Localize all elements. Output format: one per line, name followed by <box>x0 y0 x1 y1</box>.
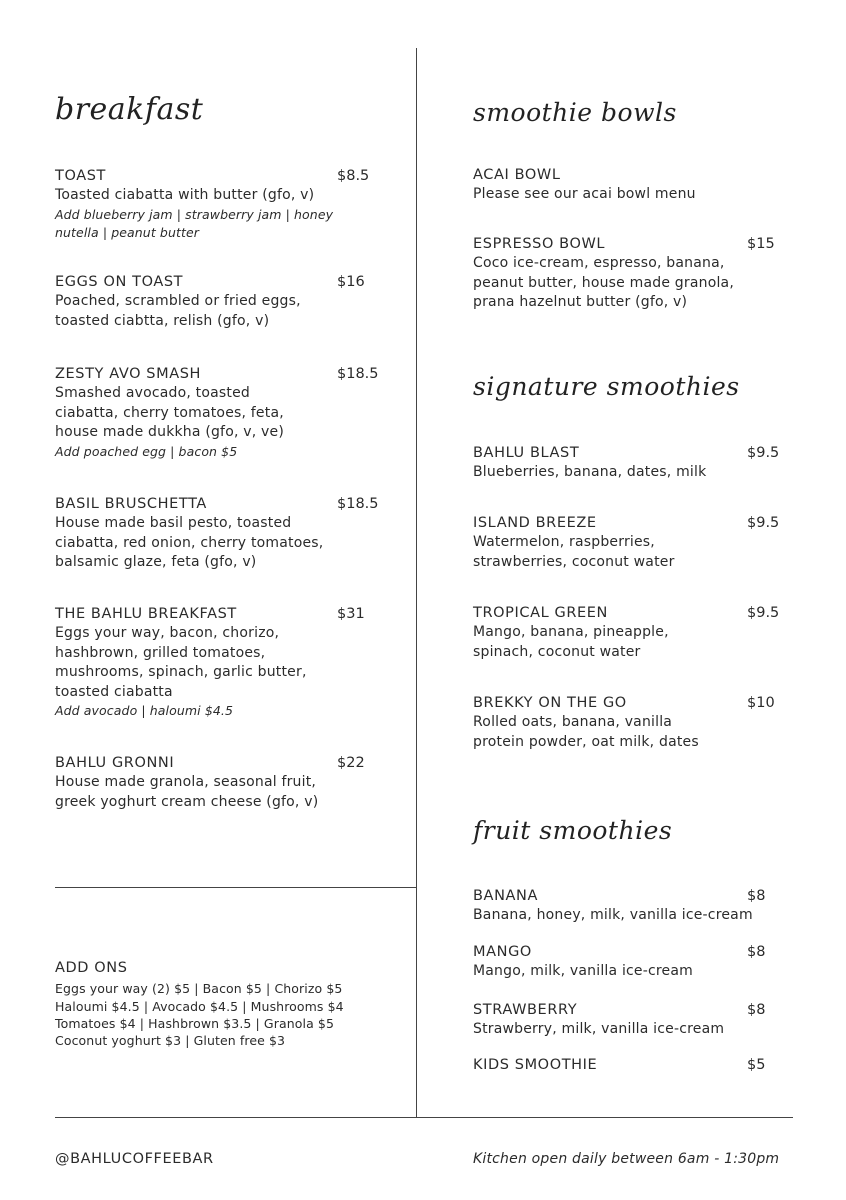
instagram-handle: @BAHLUCOFFEEBAR <box>55 1151 214 1167</box>
menu-item <box>55 272 385 331</box>
item-name: BASIL BRUSCHETTA <box>55 496 207 512</box>
item-desc: Please see our acai bowl menu <box>473 186 696 202</box>
item-desc: protein powder, oat milk, dates <box>473 733 699 750</box>
item-desc: spinach, coconut water <box>473 643 641 660</box>
item-name: ISLAND BREEZE <box>473 515 597 531</box>
item-desc: greek yoghurt cream cheese (gfo, v) <box>55 793 319 810</box>
item-note: Add avocado | haloumi $4.5 <box>55 703 234 718</box>
item-desc: Watermelon, raspberries, <box>473 534 655 550</box>
signature-smoothies-heading: signature smoothies <box>473 372 740 401</box>
menu-item <box>55 604 385 720</box>
footer-divider <box>55 1117 793 1118</box>
item-desc: balsamic glaze, feta (gfo, v) <box>55 554 257 570</box>
item-note: nutella | peanut butter <box>55 224 199 240</box>
item-desc: prana hazelnut butter (gfo, v) <box>473 294 688 310</box>
breakfast-heading: breakfast <box>55 92 204 127</box>
item-price: $9.5 <box>747 445 780 461</box>
item-name: ESPRESSO BOWL <box>473 236 606 252</box>
item-price: $15 <box>747 236 775 252</box>
item-desc: ciabatta, red onion, cherry tomatoes, <box>55 534 324 551</box>
item-desc: house made dukkha (gfo, v, ve) <box>55 424 285 440</box>
addons-line: Haloumi $4.5 | Avocado $4.5 | Mushrooms $4 <box>55 999 344 1014</box>
kitchen-hours: Kitchen open daily between 6am - 1:30pm <box>473 1151 780 1167</box>
addons-line: Eggs your way (2) $5 | Bacon $5 | Chorizo $5 <box>55 981 343 996</box>
item-desc: Coco ice-cream, espresso, banana, <box>473 255 725 271</box>
item-price: $16 <box>337 274 365 290</box>
menu-item <box>473 942 773 982</box>
menu-item <box>55 166 385 242</box>
menu-item <box>55 364 385 461</box>
item-name: STRAWBERRY <box>473 1002 578 1018</box>
item-desc: Mango, milk, vanilla ice-cream <box>473 963 693 979</box>
menu-item <box>473 1000 773 1040</box>
item-desc: Toasted ciabatta with butter (gfo, v) <box>55 187 315 203</box>
menu-item <box>473 603 780 662</box>
item-desc: Eggs your way, bacon, chorizo, <box>55 625 280 641</box>
item-name: ACAI BOWL <box>473 167 561 183</box>
item-desc: Rolled oats, banana, vanilla <box>473 714 673 730</box>
item-price: $18.5 <box>337 496 379 512</box>
item-desc: House made granola, seasonal fruit, <box>55 774 317 790</box>
item-name: KIDS SMOOTHIE <box>473 1057 598 1073</box>
menu-item <box>473 234 773 313</box>
item-desc: Mango, banana, pineapple, <box>473 624 669 640</box>
item-price: $10 <box>747 695 775 711</box>
item-desc: toasted ciabtta, relish (gfo, v) <box>55 312 270 329</box>
item-price: $5 <box>747 1057 766 1073</box>
menu-item <box>473 1055 773 1075</box>
item-desc: hashbrown, grilled tomatoes, <box>55 644 266 661</box>
addons-title: ADD ONS <box>55 960 128 976</box>
menu-item <box>55 494 385 573</box>
item-price: $9.5 <box>747 605 780 621</box>
item-desc: Strawberry, milk, vanilla ice-cream <box>473 1021 725 1037</box>
menu-item <box>473 886 773 926</box>
item-price: $8 <box>747 1002 766 1018</box>
item-desc: House made basil pesto, toasted <box>55 515 292 531</box>
item-price: $18.5 <box>337 366 379 382</box>
item-name: BAHLU BLAST <box>473 445 580 461</box>
menu-item <box>473 165 773 205</box>
item-name: MANGO <box>473 944 532 960</box>
item-price: $8 <box>747 888 766 904</box>
item-price: $22 <box>337 755 365 771</box>
item-desc: strawberries, coconut water <box>473 553 675 570</box>
item-note: Add poached egg | bacon $5 <box>55 443 238 459</box>
item-price: $8.5 <box>337 168 370 184</box>
item-desc: toasted ciabatta <box>55 683 173 700</box>
item-name: BAHLU GRONNI <box>55 755 175 771</box>
item-desc: mushrooms, spinach, garlic butter, <box>55 664 307 680</box>
item-price: $8 <box>747 944 766 960</box>
item-note: Add blueberry jam | strawberry jam | honey <box>55 206 334 222</box>
item-desc: Banana, honey, milk, vanilla ice-cream <box>473 907 753 923</box>
item-desc: Blueberries, banana, dates, milk <box>473 464 707 480</box>
item-name: THE BAHLU BREAKFAST <box>55 606 237 622</box>
item-price: $31 <box>337 606 365 622</box>
item-desc: Smashed avocado, toasted <box>55 385 250 401</box>
item-desc: ciabatta, cherry tomatoes, feta, <box>55 404 284 421</box>
item-name: BANANA <box>473 888 538 904</box>
item-price: $9.5 <box>747 515 780 531</box>
item-name: TROPICAL GREEN <box>473 605 608 621</box>
menu-item <box>473 443 780 483</box>
item-desc: Poached, scrambled or fried eggs, <box>55 293 301 309</box>
item-desc: peanut butter, house made granola, <box>473 274 734 291</box>
smoothie-bowls-heading: smoothie bowls <box>473 98 677 127</box>
item-name: EGGS ON TOAST <box>55 274 184 290</box>
menu-item <box>473 693 773 752</box>
menu-item <box>473 513 780 572</box>
item-name: TOAST <box>55 168 106 184</box>
addons-line: Tomatoes $4 | Hashbrown $3.5 | Granola $5 <box>55 1016 335 1031</box>
column-divider <box>416 48 417 1117</box>
menu-item <box>55 753 385 812</box>
addons-line: Coconut yoghurt $3 | Gluten free $3 <box>55 1033 286 1048</box>
fruit-smoothies-heading: fruit smoothies <box>473 816 673 845</box>
item-name: ZESTY AVO SMASH <box>55 366 202 382</box>
addons-divider <box>55 887 416 888</box>
item-name: BREKKY ON THE GO <box>473 695 627 711</box>
